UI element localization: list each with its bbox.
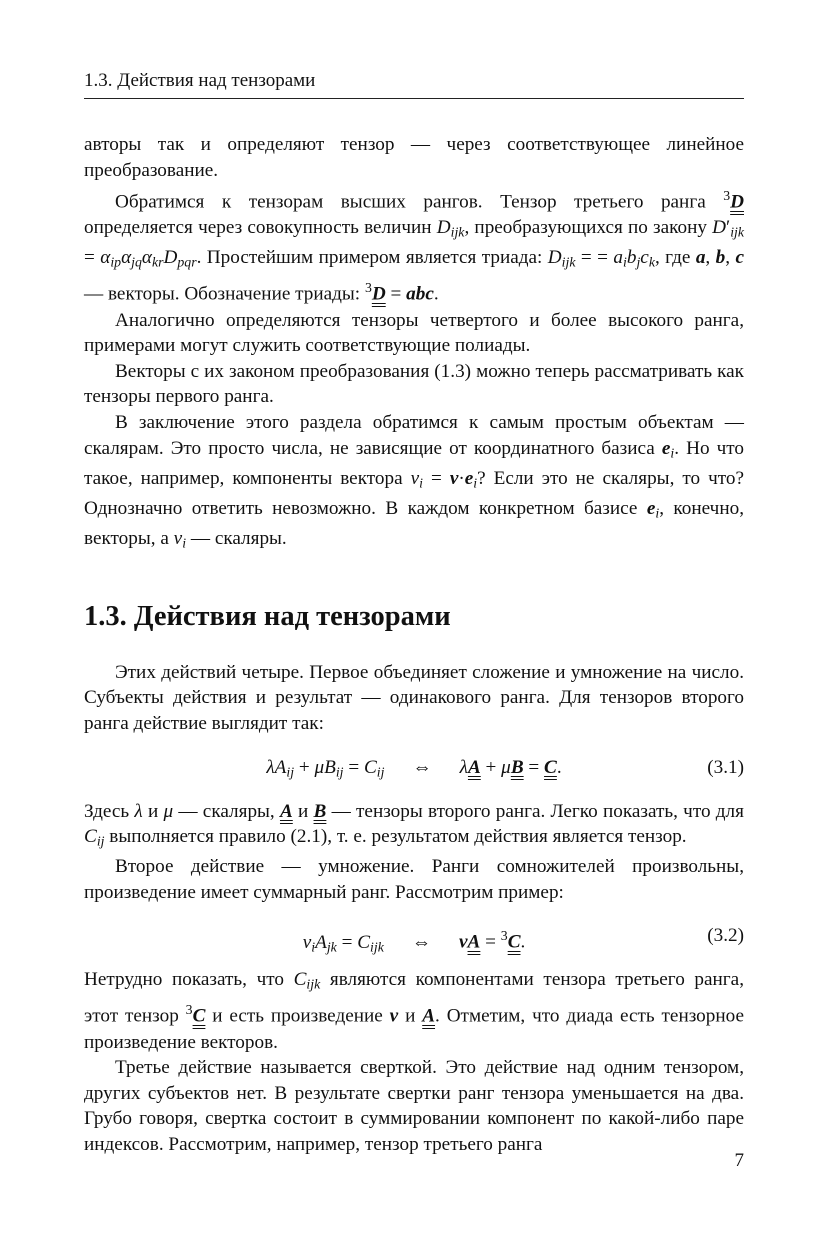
page-number: 7	[734, 1150, 744, 1171]
paragraph: Второе действие — умножение. Ранги сомножителей произвольны, произведение имеет суммарный ранг. Рассмотрим пример:	[84, 856, 744, 903]
equation-number: (3.2)	[707, 925, 744, 947]
running-head: 1.3. Действия над тензорами	[84, 70, 744, 99]
paragraph: Здесь λ и μ — скаляры, A и B — тензоры второго ранга. Легко показать, что для $C_{ij}$ выполняется правило (2.1), т. е. результатом действия является тензор.	[84, 800, 744, 849]
page-body	[84, 132, 744, 1158]
paragraph: В заключение этого раздела обратимся к самым простым объектам — скалярам. Это просто числа, не зависящие от координатного базиса $e_i$. Но что такое, например, компоненты вектора $v_i = v\cdot e_i$? Если это не скаляры, то что? Однозначно ответить невозможно. В каждом конкретном базисе $e_i$, конечно, векторы, а $v_i$ — скаляры.	[84, 412, 744, 551]
paragraph: Третье действие называется сверткой. Это действие над одним тензором, других субъектов нет. В результате свертки ранг тензора уменьшается на два. Грубо говоря, свертка состоит в суммировании компонент по какой-либо паре индексов. Рассмотрим, например, тензор третьего ранга	[84, 1057, 744, 1156]
paragraph: Обратимся к тензорам высших рангов. Тензор третьего ранга $^3$D определяется через совокупность величин $D_{ijk}$, преобразующихся по закону $D'_{ijk} = \alpha_{ip}\alpha_{jq}\alpha_{kr}D_{pqr}$. Простейшим примером является триада: $D_{ijk}$ = = $a_ib_jc_k$, где a, b, c — векторы. Обозначение триады: $^3$D = abc.	[84, 188, 745, 306]
paragraph: Векторы с их законом преобразования (1.3) можно теперь рассматривать как тензоры первого ранга.	[84, 360, 744, 408]
paragraph: Этих действий четыре. Первое объединяет сложение и умножение на число. Субъекты действия и результат — одинакового ранга. Для тензоров второго ранга действие выглядит так:	[84, 661, 744, 734]
paragraph: авторы так и определяют тензор — через соответствующее линейное преобразование.	[84, 134, 744, 181]
equation-3-2: $v_iA_{jk} = C_{ijk}$ ⇔ vA = $^3$C. (3.2)	[84, 913, 744, 959]
paragraph: Нетрудно показать, что $C_{ijk}$ являются компонентами тензора третьего ранга, этот тензор $^3$C и есть произведение v и A. Отметим, что диада есть тензорное произведение векторов.	[84, 969, 744, 1053]
paragraph: Аналогично определяются тензоры четвертого и более высокого ранга, примерами могут служить соответствующие полиады.	[84, 309, 744, 357]
equation-number: (3.1)	[707, 756, 744, 778]
section-title: 1.3. Действия над тензорами	[84, 600, 451, 632]
equation-3-1: $\lambda A_{ij} + \mu B_{ij} = C_{ij}$ ⇔ λA + μB = C. (3.1)	[84, 745, 744, 791]
